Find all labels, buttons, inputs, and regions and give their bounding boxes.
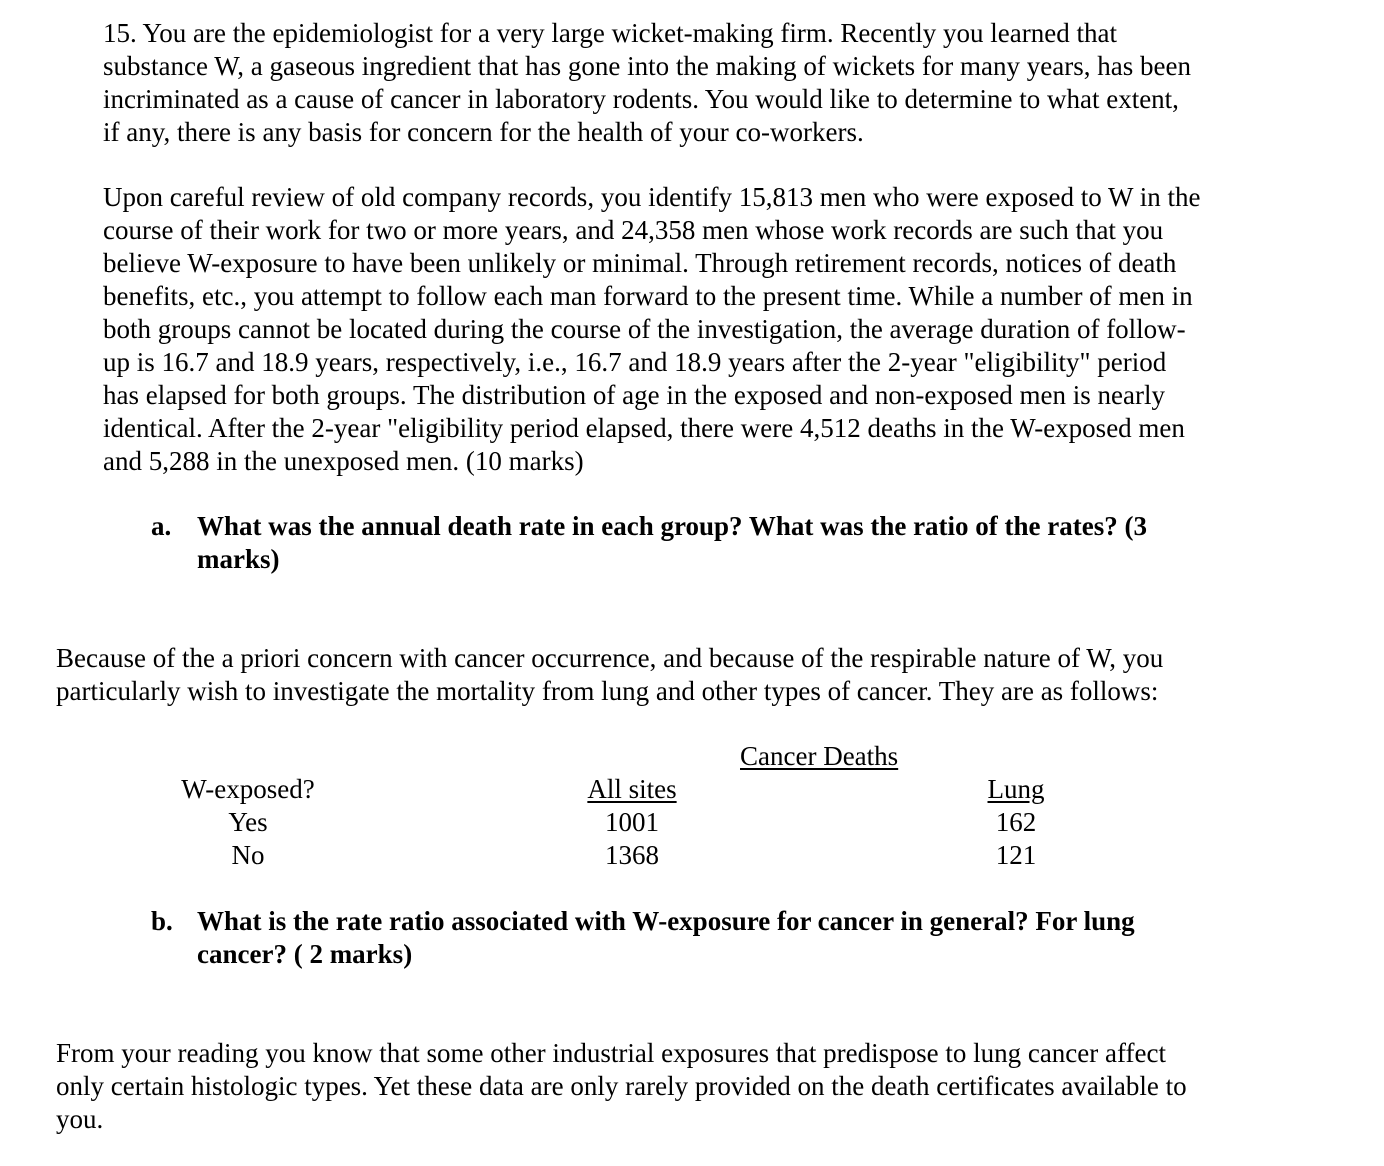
records-line: Upon careful review of old company records, you identify 15,813 men who were exposed to W in the [103,182,1201,212]
records-line: believe W-exposure to have been unlikely or minimal. Through retirement records, notices of death [103,248,1177,278]
part-b-line: What is the rate ratio associated with W-exposure for cancer in general? For lung [197,906,1135,936]
cancer-line: Because of the a priori concern with cancer occurrence, and because of the respirable nature of W, you [56,643,1164,673]
intro-line: incriminated as a cause of cancer in laboratory rodents. You would like to determine to what extent, [103,84,1179,114]
records-line: both groups cannot be located during the course of the investigation, the average duration of follow- [103,314,1186,344]
part-a-line: marks) [197,544,280,574]
all-sites-cell: 1001 [605,807,659,837]
all-sites-cell: 1368 [605,840,659,870]
exposed-cell: Yes [228,807,268,837]
table-title: Cancer Deaths [740,741,899,771]
histology-line: only certain histologic types. Yet these data are only rarely provided on the death certificates available to [56,1071,1187,1101]
lung-cell: 121 [995,840,1037,870]
row-header: W-exposed? [181,774,315,804]
records-line: identical. After the 2-year "eligibility period elapsed, there were 4,512 deaths in the W-exposed men [103,413,1185,443]
intro-line: substance W, a gaseous ingredient that has gone into the making of wickets for many years, has been [103,51,1191,81]
exposed-cell: No [231,840,265,870]
col-header-all-sites: All sites [587,774,677,804]
histology-line: you. [56,1104,104,1134]
histology-line: From your reading you know that some other industrial exposures that predispose to lung cancer affect [56,1038,1166,1068]
records-line: has elapsed for both groups. The distribution of age in the exposed and non-exposed men is nearly [103,380,1166,410]
part-a-label: a. [151,511,172,541]
intro-line: if any, there is any basis for concern for the health of your co-workers. [103,117,864,147]
lung-cell: 162 [995,807,1037,837]
part-a-line: What was the annual death rate in each group? What was the ratio of the rates? (3 [197,511,1147,541]
records-line: benefits, etc., you attempt to follow each man forward to the present time. While a number of men in [103,281,1193,311]
cancer-line: particularly wish to investigate the mortality from lung and other types of cancer. They are as follows: [56,676,1159,706]
records-line: and 5,288 in the unexposed men. (10 marks) [103,446,584,476]
part-b-line: cancer? ( 2 marks) [197,939,413,969]
col-header-lung: Lung [987,774,1045,804]
records-line: course of their work for two or more years, and 24,358 men whose work records are such that you [103,215,1164,245]
part-b-label: b. [151,906,173,936]
intro-line: 15. You are the epidemiologist for a very large wicket-making firm. Recently you learned that [103,18,1117,48]
records-line: up is 16.7 and 18.9 years, respectively, i.e., 16.7 and 18.9 years after the 2-year "eligibility" period [103,347,1167,377]
